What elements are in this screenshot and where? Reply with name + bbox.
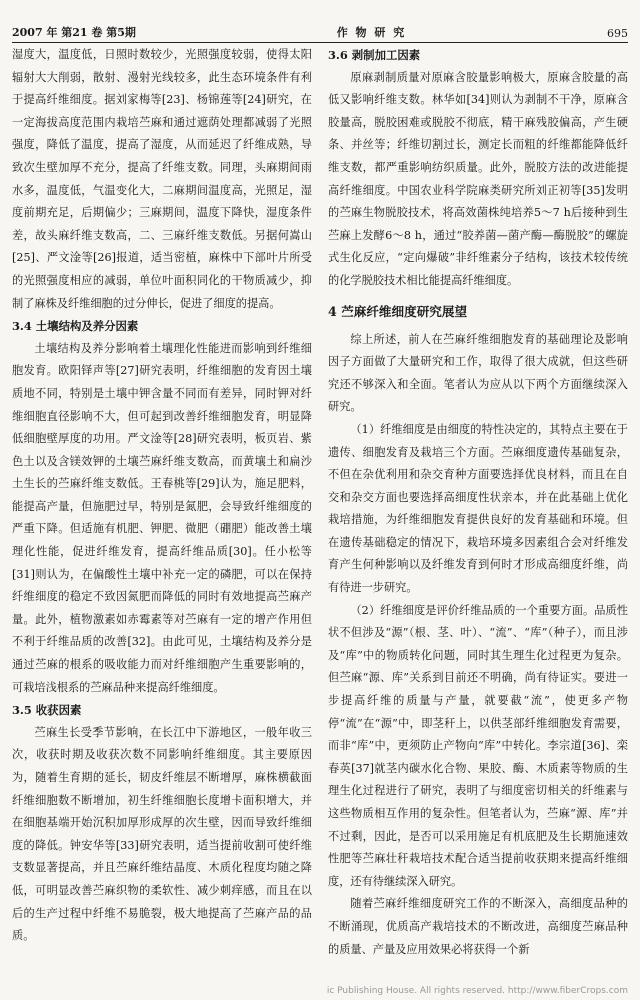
section-heading-4: 4 苎麻纤维细度研究展望 <box>328 303 468 319</box>
page-number: 695 <box>607 27 628 40</box>
paragraph: （2）纤维细度是评价纤维品质的一个重要方面。品质性状不但涉及“源”（根、茎、叶）、“流”、“库”（种子），而且涉及“库”中的物质转化问题，同时其生理生化过程更为复杂。但苎麻“源、库”关系到目前还不明确，尚有待证实。要进一步提高纤维的质量与产量，就要截“流”，使更多产物停“流”在“源”中，即茎秆上，以供茎部纤维细胞发育需要，而非“库”中，更须防止产物向“库”中转化。李宗道[36]、栾春英[37]就茎内碳水化合物、果胶、酶、木质素等物质的生理生化过程进行了研究，表明了与细度密切相关的纤维素与这些物质相互作用的复杂性。但笔者认为，苎麻“源、库”并不过剩，因此，是否可以采用施足有机底肥及生长期施速效性肥等苎麻壮秆栽培技术配合适当提前收获期来提高纤维细度，还有待继续深入研究。 <box>328 603 628 888</box>
paragraph: 湿度大，温度低，日照时数较少，光照强度较弱，使得太阳辐射大大削弱，散射、漫射光线较多，此生态环境条件有利于提高纤维细度。据刘家梅等[23]、杨锦莲等[24]研究，在一定海拔高度范围内栽培苎麻和通过遮荫处理都减弱了光照强度，降低了温度，提高了湿度，从而延迟了纤维成熟，导致次生壁加厚不充分，提高了纤维支数。同理，头麻期间雨水多，温度低，气温变化大，二麻期间温度高，光照足，湿度前期充足，后期偏少；三麻期间，温度下降快，湿度条件差，故头麻纤维支数高，二、三麻纤维支数低。另据何嵩山[25]、严文淦等[26]报道，适当密植，麻株中下部叶片所受的光照强度相应的减弱，单位叶面积同化的干物质减少，抑制了麻株及纤维细胞的过分伸长，促进了细度的提高。 <box>12 48 312 310</box>
paragraph: （1）纤维细度是由细度的特性决定的，其特点主要在于遗传、细胞发育及栽培三个方面。苎麻细度遗传基础复杂，不但在杂优利用和杂交育种方面要选择优良材料，而且在自交和杂交方面也要选择高细度性状亲本，并在此基础上优化栽培措施，为纤维细胞发育提供良好的发育基础和环境。但在遗传基础稳定的情况下，栽培环境多因素组合会对纤维发育产生何种影响以及纤维发育到何时才形成高细度纤维，尚有待进一步研究。 <box>328 422 628 595</box>
paragraph: 苎麻生长受季节影响，在长江中下游地区，一般年收三次，收获时期及收获次数不同影响纤维细度。其主要原因为，随着生育期的延长，韧皮纤维层不断增厚，麻株横截面纤维细胞数不断增加，初生纤维细胞长度增卡面积增大，并在细胞基端开始沉积加厚形成厚的次生壁，因而导致纤维细度的降低。钟安华等[33]研究表明，适当提前收割可使纤维支数显著提高，并且苎麻纤维结晶度、木质化程度均随之降低，可明显改善苎麻织物的柔软性、减少刺痒感，而且在以后的生产过程中纤维不易脆裂，极大地提高了苎麻产品的品质。 <box>12 725 312 943</box>
paragraph: 土壤结构及养分影响着土壤理化性能进而影响到纤维细胞发育。欧阳铎声等[27]研究表明，纤维细胞的发育因土壤质地不同，特别是土壤中钾含量不同而有差异，同时钾对纤维细胞直径影响不大，但可起到改善纤维细胞发育，明显降低细胞壁厚度的功用。严文淦等[28]研究表明，板页岩、紫色土以及含镁效钾的土壤苎麻纤维支数高，而黄壤土和扁沙土生长的苎麻纤维支数低。王春桃等[29]认为，施足肥料，能提高产量，但施肥过早，特别是氮肥，会导致纤维细度的严重下降。但适施有机肥、钾肥、微肥（硼肥）能改善土壤理化性能，促进纤维发育，提高纤维品质[30]。任小松等[31]则认为，在偏酸性土壤中补充一定的磷肥，可以在保持纤维细度的稳定不致因氮肥而降低的同时有效地提高苎麻产量。此外，植物激素如赤霉素等对苎麻有一定的增产作用但不利于纤维品质的改善[32]。由此可见，土壤结构及养分是通过苎麻的根系的吸收能力而对纤维细胞产生重要影响的，可栽培浅根系的苎麻品种来提高纤维细度。 <box>12 341 312 694</box>
right-column <box>328 44 628 961</box>
left-column <box>12 44 312 948</box>
paragraph: 综上所述，前人在苎麻纤维细胞发育的基础理论及影响因子方面做了大量研究和工作，取得了很大成就，但这些研究还不够深入和全面。笔者认为应从以下两个方面继续深入研究。 <box>328 332 628 414</box>
page-header <box>12 18 628 43</box>
journal-issue: 2007 年 第21 卷 第5期 <box>12 26 136 39</box>
footer-watermark: ic Publishing House. All rights reserved. http://www.fiberCrops.com <box>326 986 628 996</box>
paragraph: 原麻剥制质量对原麻含胶量影响极大，原麻含胶量的高低又影响纤维支数。林华如[34]则认为剥制不干净，原麻含胶量高，脱胶困难或脱胶不彻底，精干麻残胶偏高，产生硬条、并丝等；纤维切割过长，测定长而粗的纤维都能降低纤维支数，都严重影响纺织质量。此外，脱胶方法的改进能提高纤维细度。中国农业科学院麻类研究所刘正初等[35]发明的苎麻生物脱胶技术，将高效菌株纯培养5～7 h后接种到生苎麻上发酵6～8 h，通过“胶养菌—菌产酶—酶脱胶”的螺旋式生化反应，“定向爆破”非纤维素分子结构，该技术较传统的化学脱胶技术相比能提高纤维细度。 <box>328 70 628 287</box>
paragraph: 随着苎麻纤维细度研究工作的不断深入，高细度品种的不断涌现，优质高产栽培技术的不断改进，高细度苎麻品种的质量、产量及应用效果必将获得一个新 <box>328 897 628 956</box>
section-heading-3-5: 3.5 收获因素 <box>12 703 82 718</box>
journal-name: 作 物 研 究 <box>336 26 407 39</box>
section-heading-3-4: 3.4 土壤结构及养分因素 <box>12 319 139 334</box>
section-heading-3-6: 3.6 剥制加工因素 <box>328 48 421 62</box>
